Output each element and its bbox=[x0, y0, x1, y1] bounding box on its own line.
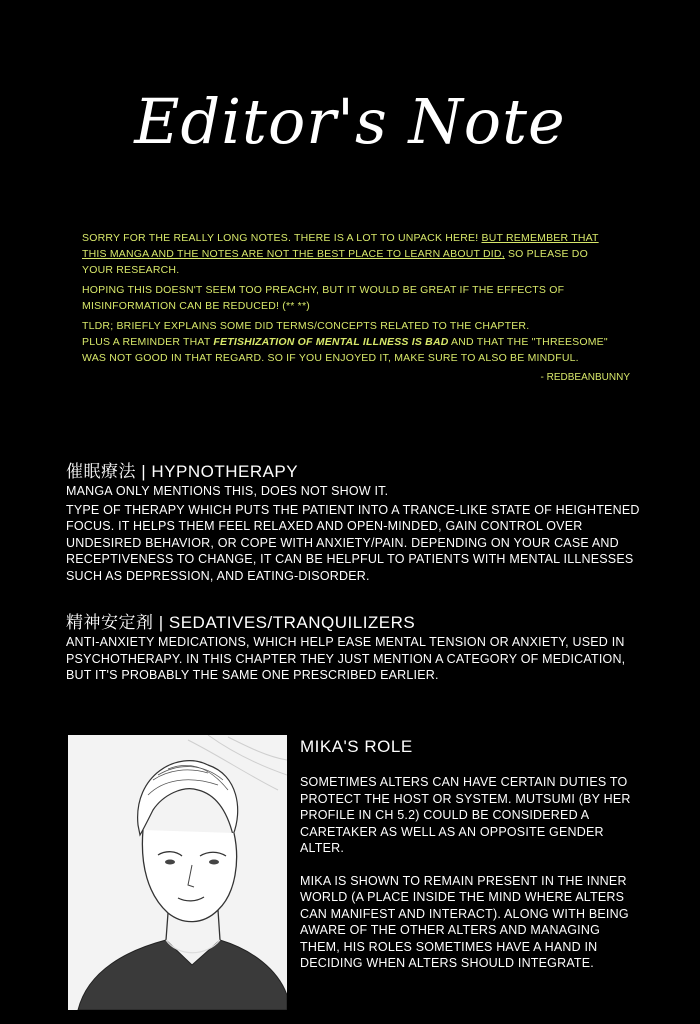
page-title: Editor's Note bbox=[134, 85, 566, 158]
sedatives-body: ANTI-ANXIETY MEDICATIONS, WHICH HELP EASE MENTAL TENSION OR ANXIETY, USED IN PSYCHOTHERAPY. IN THIS CHAPTER THEY JUST MENTION A CATEGORY OF MEDICATION, BUT IT'S PROBABLY THE SAME ONE PRESCRIBED EARLIER. bbox=[66, 635, 626, 682]
editor-note-block bbox=[82, 230, 622, 370]
hypnotherapy-line-1: MANGA ONLY MENTIONS THIS, DOES NOT SHOW IT. bbox=[66, 484, 389, 498]
mika-role-heading: MIKA'S ROLE bbox=[300, 737, 413, 756]
note-paragraph-3: TLDR; BRIEFLY EXPLAINS SOME DID TERMS/CONCEPTS RELATED TO THE CHAPTER. PLUS A REMINDER THAT FETISHIZATION OF MENTAL ILLNESS IS BAD AND THAT THE "THREESOME" WAS NOT GOOD IN THAT REGARD. SO IF YOU ENJOYED IT, MAKE SURE TO ALSO BE MINDFUL. bbox=[82, 320, 608, 364]
mika-role-paragraph-1: SOMETIMES ALTERS CAN HAVE CERTAIN DUTIES TO PROTECT THE HOST OR SYSTEM. MUTSUMI (BY HER PROFILE IN CH 5.2) COULD BE CONSIDERED A CARETAKER AS WELL AS AN OPPOSITE GENDER ALTER. bbox=[300, 775, 631, 855]
signature: - REDBEANBUNNY bbox=[540, 372, 630, 383]
mika-portrait-illustration bbox=[68, 735, 287, 1010]
mika-role-body bbox=[300, 774, 640, 988]
sedatives-heading: 精神安定剤 | SEDATIVES/TRANQUILIZERS bbox=[66, 613, 416, 632]
mika-role-paragraph-2: MIKA IS SHOWN TO REMAIN PRESENT IN THE INNER WORLD (A PLACE INSIDE THE MIND WHERE ALTERS CAN MANIFEST AND INTERACT). ALONG WITH BEING AWARE OF THE OTHER ALTERS AND MANAGING THEM, HIS ROLES SOMETIMES HAVE A HAND IN DECIDING WHEN ALTERS SHOULD INTEGRATE. bbox=[300, 873, 629, 970]
note-paragraph-2: HOPING THIS DOESN'T SEEM TOO PREACHY, BUT IT WOULD BE GREAT IF THE EFFECTS OF MISINFORMATION CAN BE REDUCED! (** **) bbox=[82, 284, 565, 312]
note-paragraph-1: SORRY FOR THE REALLY LONG NOTES. THERE IS A LOT TO UNPACK HERE! BUT REMEMBER THAT THIS MANGA AND THE NOTES ARE NOT THE BEST PLACE TO LEARN ABOUT DID, SO PLEASE DO YOUR RESEARCH. bbox=[82, 232, 599, 276]
note-underlined-warning: BUT REMEMBER THAT THIS MANGA AND THE NOTES ARE NOT THE BEST PLACE TO LEARN ABOUT DID, bbox=[82, 232, 599, 260]
note-emphasis: FETISHIZATION OF MENTAL ILLNESS IS BAD bbox=[213, 336, 449, 348]
hypnotherapy-heading: 催眠療法 | HYPNOTHERAPY bbox=[66, 462, 299, 481]
hypnotherapy-line-2: TYPE OF THERAPY WHICH PUTS THE PATIENT INTO A TRANCE-LIKE STATE OF HEIGHTENED FOCUS. IT HELPS THEM FEEL RELAXED AND OPEN-MINDED, GAIN CONTROL OVER UNDESIRED BEHAVIOR, OR COPE WITH ANXIETY/PAIN. DEPENDING ON YOUR CASE AND RECEPTIVENESS TO CHANGE, IT CAN BE HELPFUL TO PATIENTS WITH MENTAL ILLNESSES SUCH AS DEPRESSION, AND EATING-DISORDER. bbox=[66, 502, 640, 583]
mika-manga-panel bbox=[68, 735, 287, 1010]
hypnotherapy-body bbox=[66, 483, 646, 586]
